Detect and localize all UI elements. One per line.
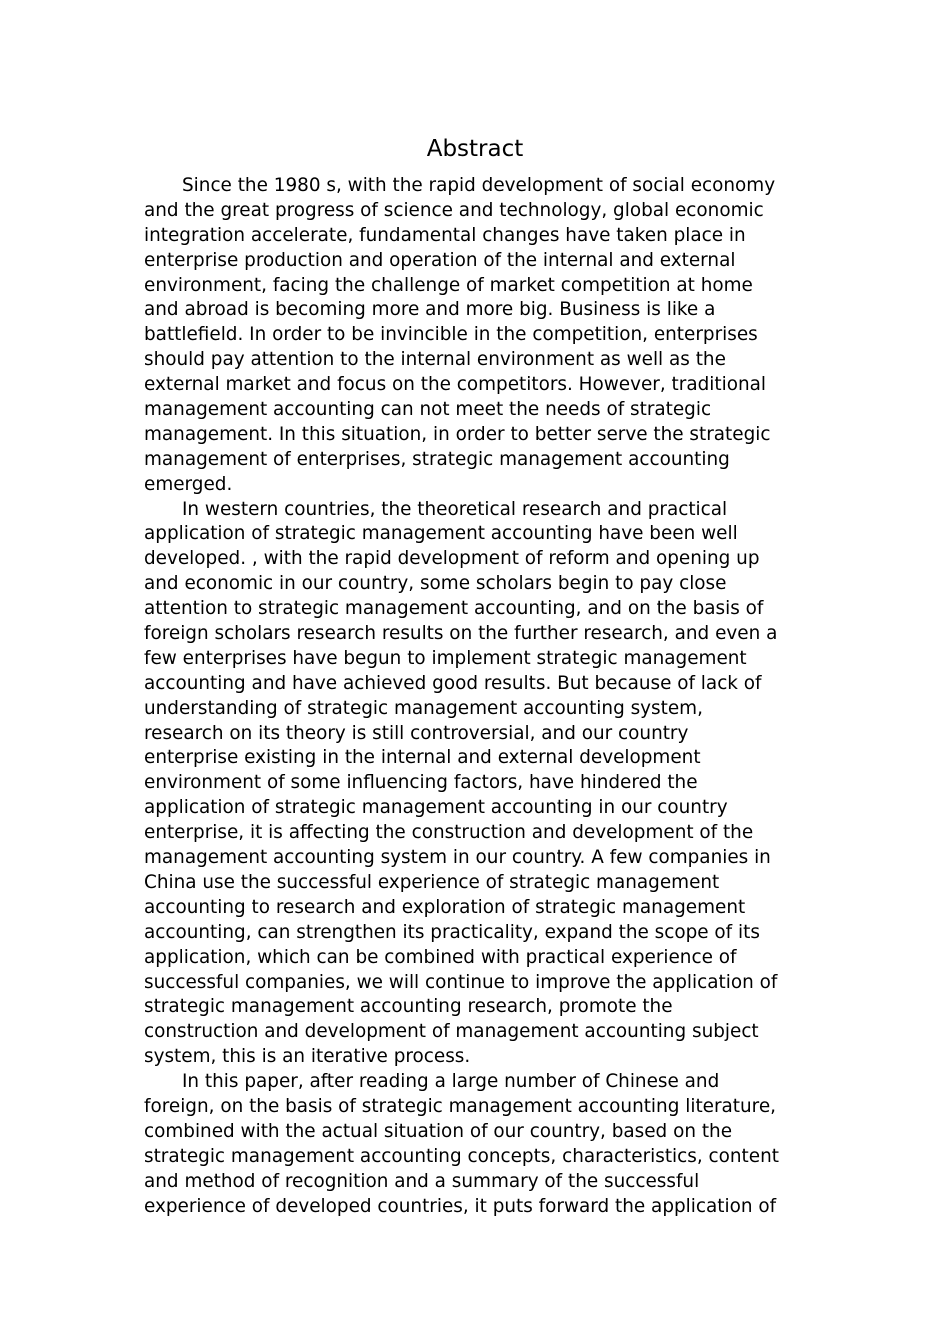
text-line: and the great progress of science and technology, global economic [144,199,764,221]
text-line: accounting and have achieved good results. But because of lack of [144,672,762,694]
text-line: enterprise, it is affecting the construction and development of the [144,822,754,844]
text-line: application, which can be combined with practical experience of [144,946,737,968]
paragraph [144,1070,810,1219]
text-line: Since the 1980 s, with the rapid development of social economy [182,175,776,196]
text-line: management accounting system in our country. A few companies in [144,847,771,869]
paragraph [144,498,810,1070]
text-line: battlefield. In order to be invincible in the competition, enterprises [144,324,758,346]
text-line: successful companies, we will continue to improve the application of [144,971,778,993]
text-line: foreign, on the basis of strategic management accounting literature, [144,1095,776,1117]
text-line: environment of some influencing factors, have hindered the [144,772,698,794]
text-line: management accounting can not meet the needs of strategic [144,399,712,421]
text-line: integration accelerate, fundamental changes have taken place in [144,224,746,246]
text-line: strategic management accounting concepts, characteristics, content [144,1145,779,1167]
text-line: In this paper, after reading a large number of Chinese and [182,1071,720,1093]
page-title: Abstract [426,136,524,162]
text-line: and abroad is becoming more and more big. Business is like a [144,299,716,321]
text-line: developed. , with the rapid development of reform and opening up [144,548,760,570]
text-line: application of strategic management accounting in our country [144,797,728,819]
text-line: and economic in our country, some scholars begin to pay close [144,573,727,595]
text-line: emerged. [144,473,233,495]
text-line: strategic management accounting research, promote the [144,996,673,1018]
text-line: environment, facing the challenge of market competition at home [144,274,753,296]
abstract-body [144,174,810,1219]
text-line: application of strategic management accounting have been well [144,523,738,545]
text-line: China use the successful experience of strategic management [144,871,720,893]
text-line: understanding of strategic management accounting system, [144,697,703,719]
text-line: construction and development of management accounting subject [144,1021,759,1043]
text-line: In western countries, the theoretical research and practical [182,498,728,520]
text-line: foreign scholars research results on the further research, and even a [144,623,778,645]
text-line: accounting to research and exploration of strategic management [144,896,746,918]
text-line: and method of recognition and a summary of the successful [144,1170,700,1192]
text-line: management of enterprises, strategic management accounting [144,448,730,470]
text-line: should pay attention to the internal environment as well as the [144,349,726,371]
text-line: combined with the actual situation of our country, based on the [144,1120,733,1142]
text-line: accounting, can strengthen its practicality, expand the scope of its [144,921,760,943]
text-line: attention to strategic management accounting, and on the basis of [144,598,764,620]
text-line: few enterprises have begun to implement strategic management [144,647,747,669]
paragraph [144,174,810,498]
text-line: system, this is an iterative process. [144,1046,471,1068]
text-line: enterprise production and operation of the internal and external [144,249,736,271]
text-line: management. In this situation, in order to better serve the strategic [144,423,771,445]
text-line: experience of developed countries, it puts forward the application of [144,1195,777,1217]
text-line: research on its theory is still controversial, and our country [144,722,689,744]
text-line: enterprise existing in the internal and external development [144,747,701,769]
text-line: external market and focus on the competitors. However, traditional [144,374,766,396]
